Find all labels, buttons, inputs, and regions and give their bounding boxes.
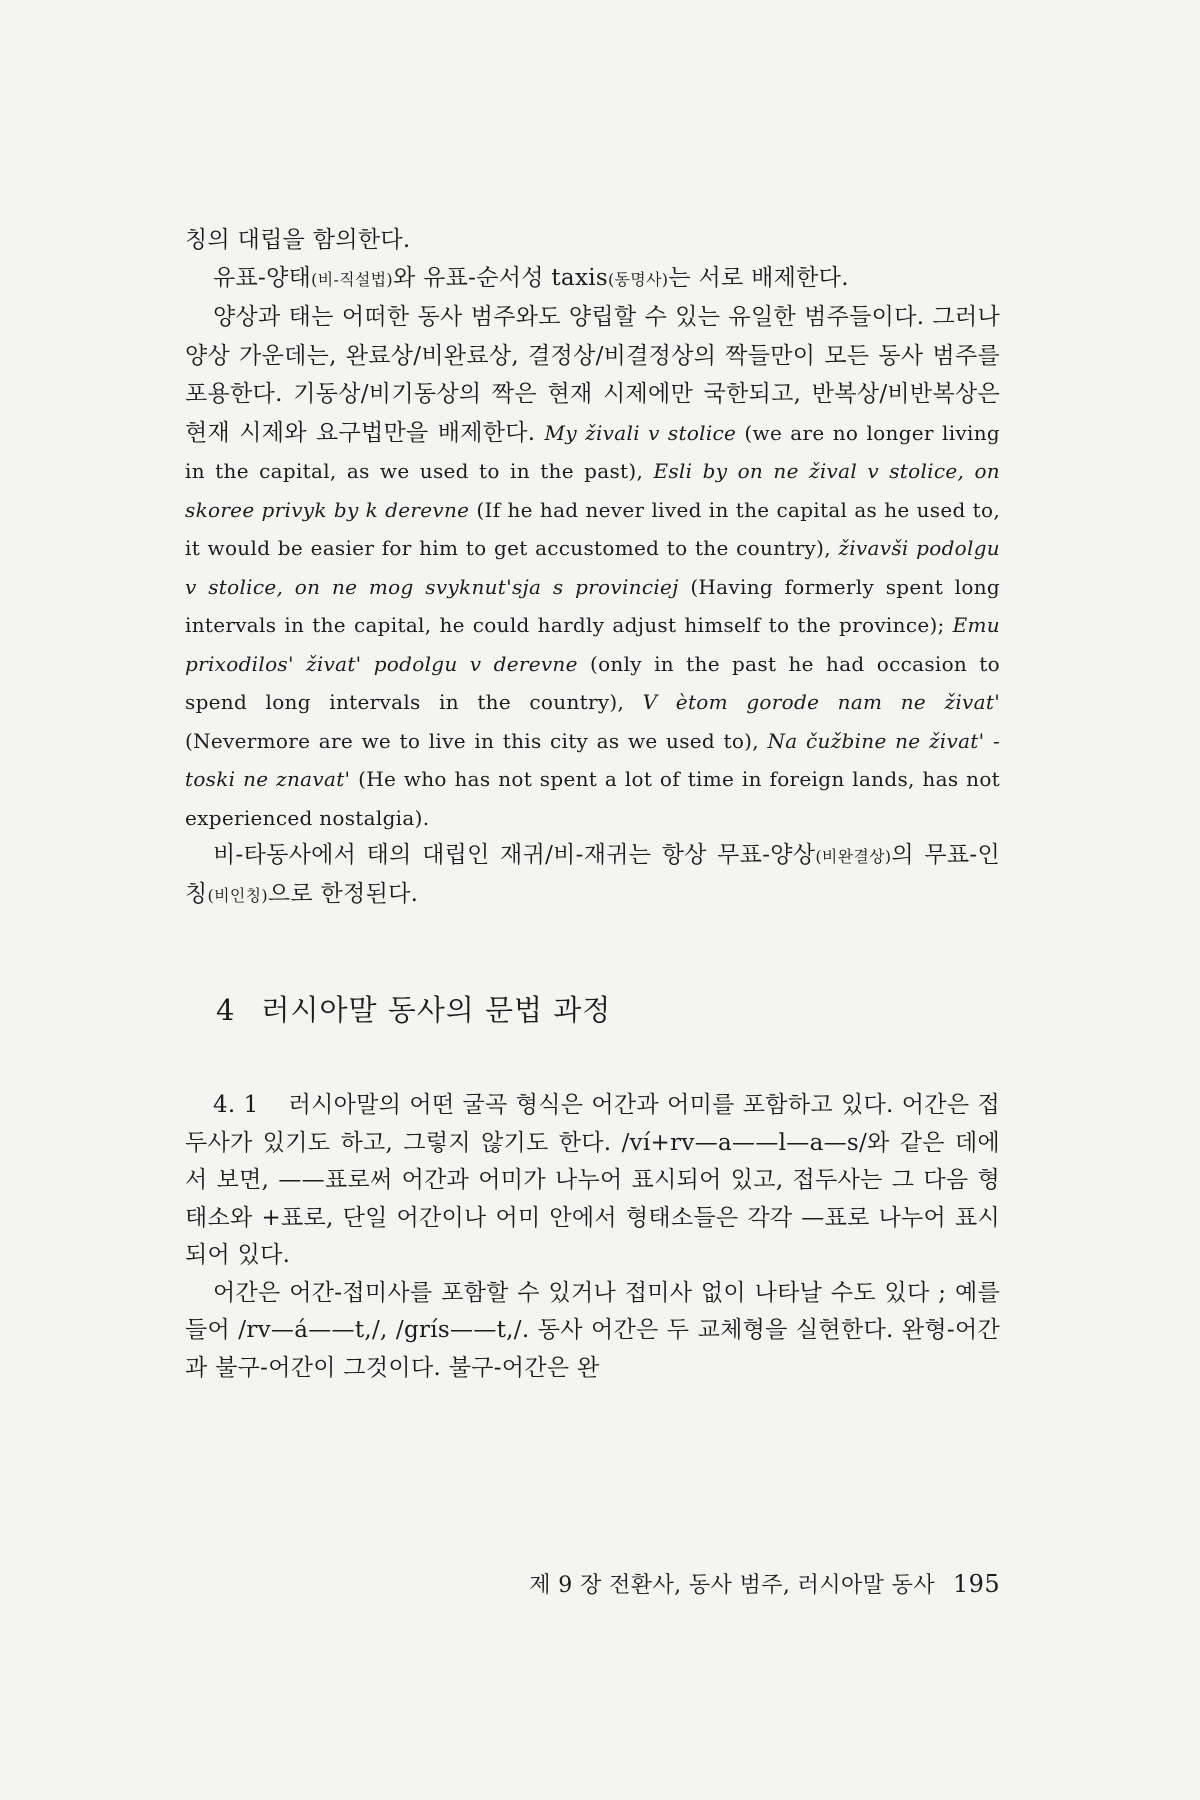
text-run: 양상과 태는 어떠한 동사 범주와도 양립할 수 있는 유일한 범주들이다. 그러나 양상 가운데는, 완료상/비완료상, 결정상/비결정상의 짝들만이 모든 동사 범주를 포용한다. 기동상/비기동상의 짝은 현재 시제에만 국한되고, 반복상/비반복상은 현재 시제와 요구법만을 배제한다. <box>185 304 1000 446</box>
english-gloss: (Having formerly spent long intervals in the capital, he could hardly adjust himself to the province); <box>185 574 1000 637</box>
section-title: 러시아말 동사의 문법 과정 <box>261 993 612 1027</box>
running-footer <box>450 1568 1000 1599</box>
paragraph-5 <box>185 1087 1000 1275</box>
section-heading <box>216 988 1000 1029</box>
english-gloss: (we are no longer living in the capital, as we used to in the past), <box>185 420 1000 483</box>
paragraph-4 <box>185 837 1000 914</box>
section-number: 4 <box>216 993 236 1027</box>
text-run: 와 유표-순서성 taxis <box>392 264 608 291</box>
paragraph-6 <box>185 1275 1000 1388</box>
paragraph-1-text: 칭의 대립을 함의한다. <box>185 227 411 253</box>
running-title: 제 9 장 전환사, 동사 범주, 러시아말 동사 <box>529 1573 935 1598</box>
page-body <box>185 222 1000 1387</box>
text-run: 의 무표-인칭 <box>185 842 1000 907</box>
english-gloss: (only in the past he had occasion to spend long intervals in the country), <box>185 651 1000 714</box>
english-gloss: (Nevermore are we to live in this city as we used to), <box>185 728 768 753</box>
text-run-small: (비인칭) <box>207 885 268 905</box>
subsection-number: 4. 1 <box>213 1092 259 1118</box>
text-run-small: (비-직설법) <box>311 269 393 289</box>
text-run: 어간은 어간-접미사를 포함할 수 있거나 접미사 없이 나타날 수도 있다 ; 예를 들어 /rv—á——t,/, /grís——t,/. 동사 어간은 두 교체형을 실현한다. 완형-어간과 불구-어간이 그것이다. 불구-어간은 완 <box>185 1279 1000 1381</box>
text-run: 으로 한정된다. <box>267 880 419 907</box>
text-run: 비-타동사에서 태의 대립인 재귀/비-재귀는 항상 무표-양상 <box>213 842 816 868</box>
text-run-small: (동명사) <box>607 269 669 289</box>
russian-example: Na čužbine ne živat' -toski ne znavat' <box>185 728 1001 791</box>
text-run: 는 서로 배제한다. <box>668 264 849 291</box>
text-run: 러시아말의 어떤 굴곡 형식은 어간과 어미를 포함하고 있다. 어간은 접두사가 있기도 하고, 그렇지 않기도 한다. /ví+rv—a——l—a—s/와 같은 데에서 보면, ——표로써 어간과 어미가 나누어 표시되어 있고, 접두사는 그 다음 형태소와 +표로, 단일 어간이나 어미 안에서 형태소들은 각각 —표로 나누어 표시되어 있다. <box>185 1092 1000 1268</box>
english-gloss: (He who has not spent a lot of time in foreign lands, has not experienced nostalgia). <box>185 767 1000 830</box>
paragraph-2 <box>185 260 1000 299</box>
text-run: 유표-양태 <box>213 264 312 291</box>
paragraph-1 <box>185 222 1000 260</box>
page-number: 195 <box>952 1570 1000 1598</box>
russian-example: Emu prixodilos' živat' podolgu v derevne <box>185 613 1000 676</box>
russian-example: Esli by on ne žival v stolice, on skoree privyk by k derevne <box>185 459 1000 522</box>
russian-example: V ètom gorode nam ne živat' <box>642 690 1000 714</box>
english-gloss: (If he had never lived in the capital as he used to, it would be easier for him to get accustomed to the country), <box>185 497 1000 560</box>
russian-example: My živali v stolice <box>544 420 737 445</box>
russian-example: živavši podolgu v stolice, on ne mog svyknut'sja s provinciej <box>185 536 1000 599</box>
text-run-small: (비완결상) <box>815 847 892 866</box>
paragraph-3 <box>185 298 1000 837</box>
